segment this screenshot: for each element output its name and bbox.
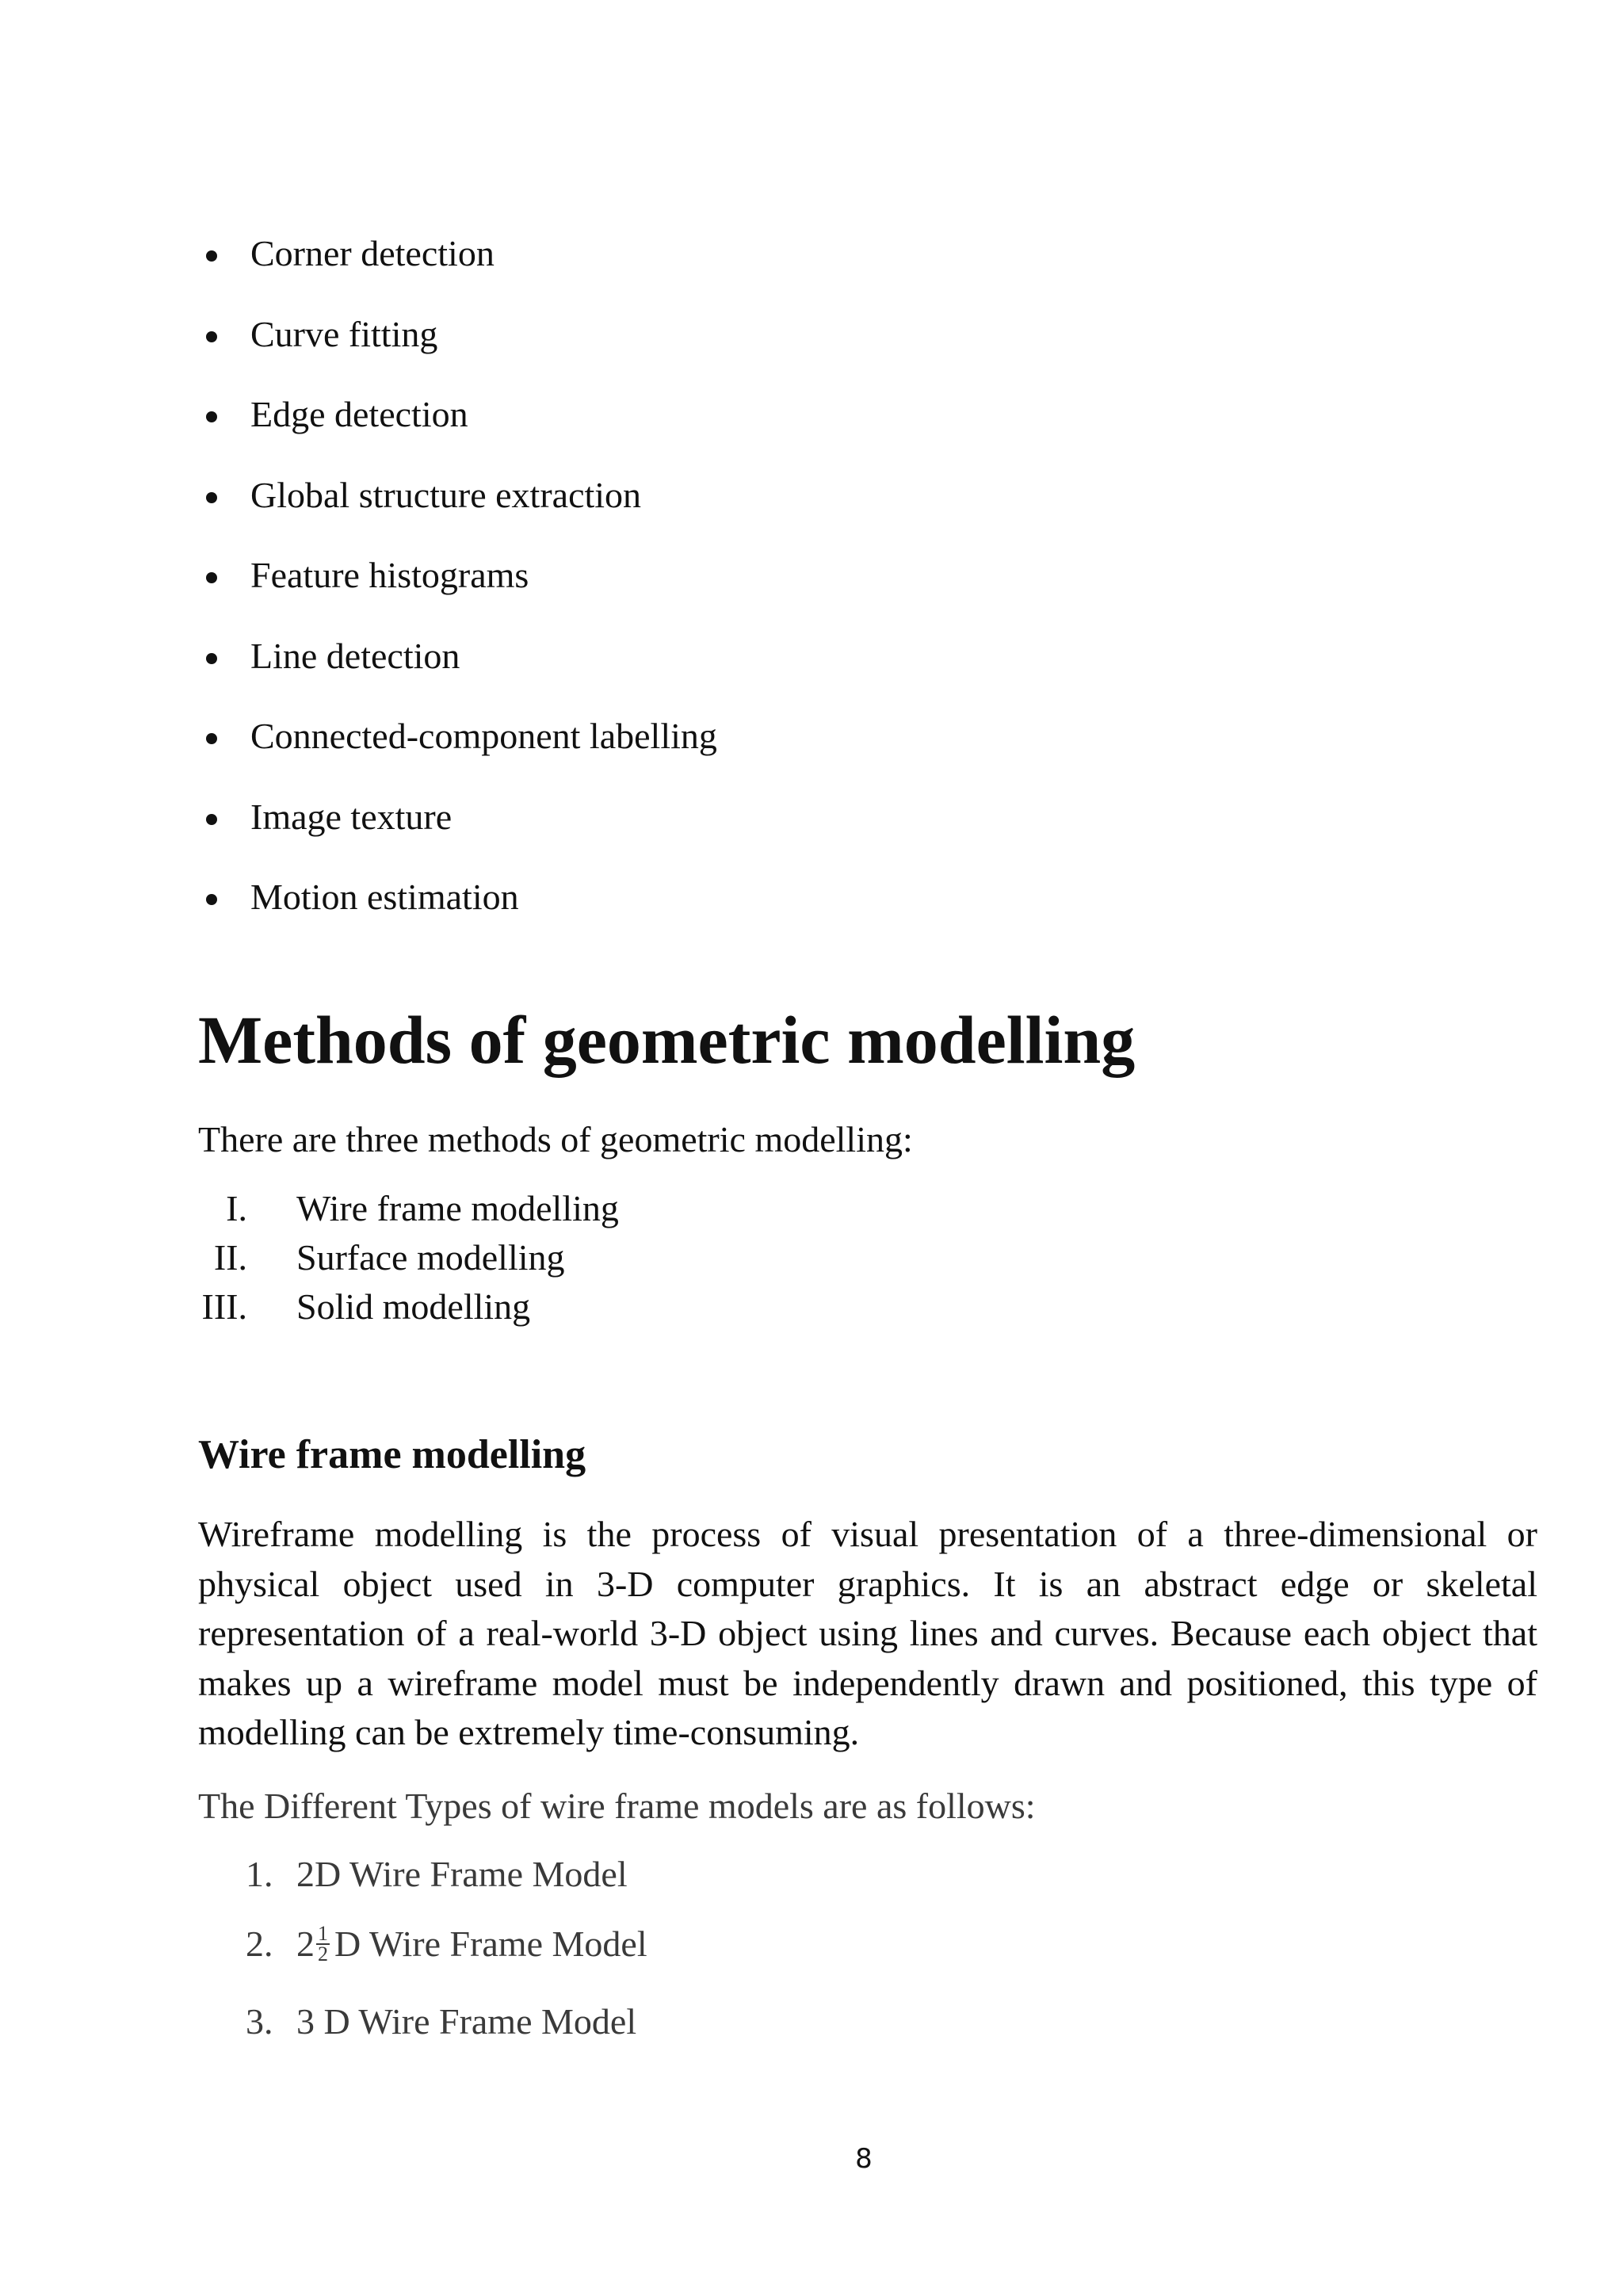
bullet-icon — [206, 653, 217, 664]
types-intro: The Different Types of wire frame models are as follows: — [198, 1786, 1036, 1826]
list-item-label: Surface modelling — [296, 1237, 565, 1278]
fraction — [316, 1924, 330, 1964]
list-item-label: Wire frame modelling — [296, 1188, 619, 1228]
list-item — [198, 230, 717, 311]
list-item — [198, 712, 717, 793]
list-item-label-mixed — [296, 1920, 647, 1968]
subsection-heading: Wire frame modelling — [198, 1432, 586, 1477]
bullet-icon — [206, 411, 217, 422]
list-item-label: Corner detection — [250, 233, 495, 273]
body-paragraph: Wireframe modelling is the process of visual presentation of a three-dimensional or physical object used in 3-D computer graphics. It is an abstract edge or skeletal representation of a real-world 3-D object using lines and curves. Because each object that makes up a wireframe model must be independently drawn and positioned, this type of modelling can be extremely time-consuming. — [198, 1514, 1537, 1752]
bullet-icon — [206, 814, 217, 825]
bullet-icon — [206, 572, 217, 583]
mixed-number-whole: 2 — [296, 1924, 315, 1964]
list-item — [198, 632, 717, 713]
list-item-label: 3 D Wire Frame Model — [296, 2001, 637, 2042]
bullet-icon — [206, 331, 217, 342]
bullet-icon — [206, 492, 217, 503]
list-item-number: III. — [201, 1286, 247, 1327]
list-item-label: 2D Wire Frame Model — [296, 1854, 628, 1894]
list-item — [198, 793, 717, 874]
list-item-label: Image texture — [250, 796, 453, 837]
list-item — [198, 873, 717, 954]
list-item-label: Connected-component labelling — [250, 716, 717, 756]
list-item — [198, 472, 717, 552]
bullet-icon — [206, 894, 217, 905]
list-item-label: Curve fitting — [250, 313, 438, 354]
list-item-number: 1. — [246, 1854, 273, 1894]
list-item-number: I. — [226, 1188, 247, 1228]
list-item-number: 3. — [246, 2001, 273, 2042]
list-item-label: Motion estimation — [250, 877, 519, 917]
feature-bullet-list — [198, 230, 717, 954]
list-item-label: Solid modelling — [296, 1286, 531, 1327]
bullet-icon — [206, 250, 217, 262]
bullet-icon — [206, 733, 217, 744]
fraction-numerator: 1 — [318, 1922, 328, 1946]
list-item-label: Edge detection — [250, 394, 468, 434]
fraction-denominator: 2 — [318, 1943, 328, 1966]
list-item-number: II. — [213, 1237, 247, 1278]
list-item — [198, 552, 717, 632]
list-item — [198, 391, 717, 472]
list-item-number: 2. — [246, 1924, 273, 1964]
list-item — [198, 311, 717, 392]
section-heading: Methods of geometric modelling — [198, 1002, 1136, 1078]
list-item-label: D Wire Frame Model — [334, 1924, 647, 1964]
section-intro: There are three methods of geometric modelling: — [198, 1119, 913, 1159]
list-item-label: Feature histograms — [250, 555, 529, 595]
list-item-label: Line detection — [250, 635, 460, 676]
list-item-label: Global structure extraction — [250, 474, 642, 515]
page-number: 8 — [855, 2143, 873, 2175]
